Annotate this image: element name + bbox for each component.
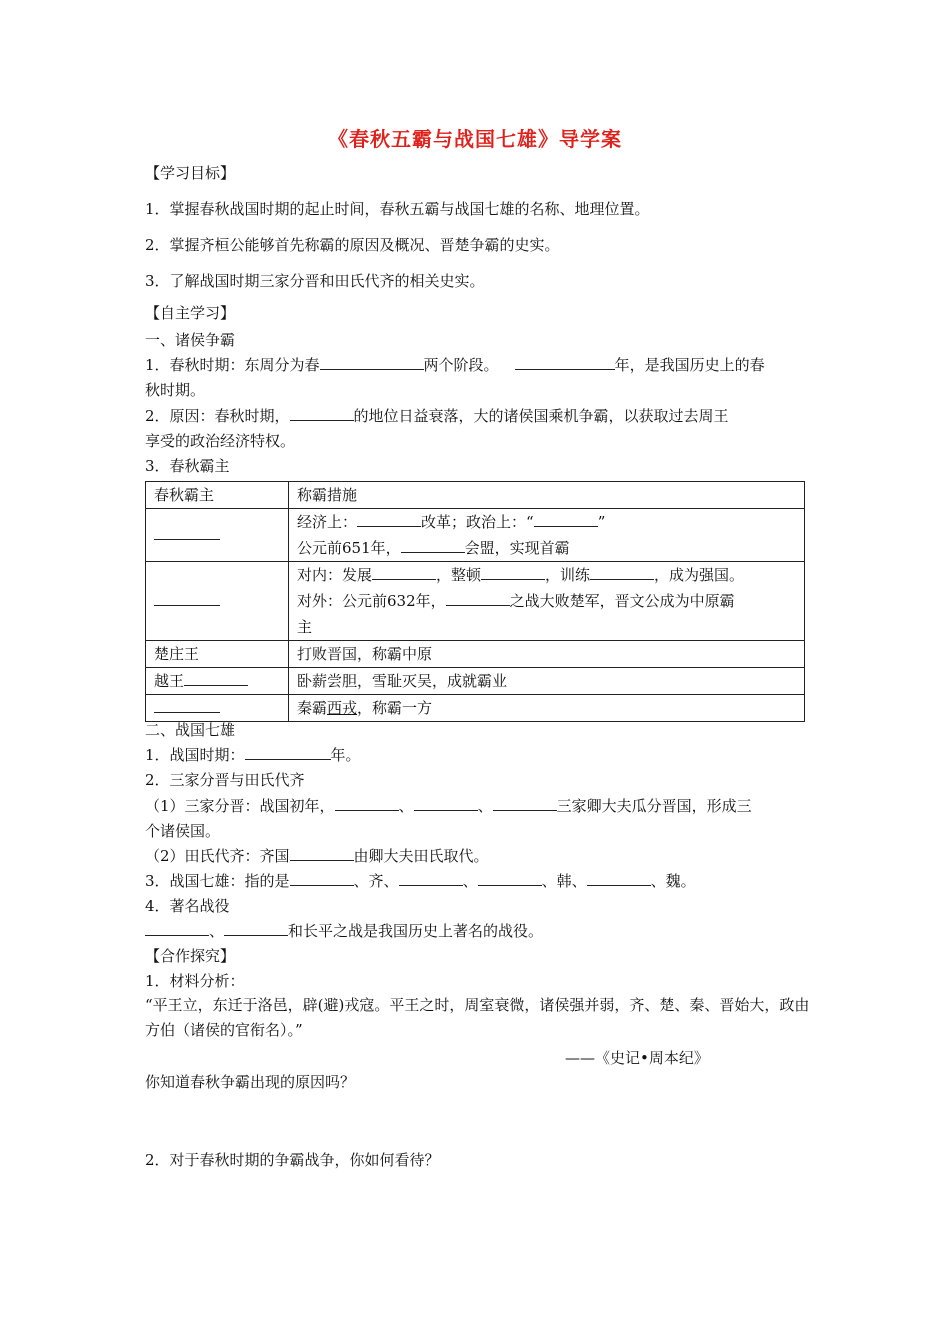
blank[interactable] — [245, 745, 331, 760]
s2-question-4-line: 、 和长平之战是我国历史上著名的战役。 — [145, 921, 543, 941]
s1-question-2-cont: 享受的政治经济特权。 — [145, 432, 296, 450]
s1-question-1-cont: 秋时期。 — [145, 381, 206, 399]
goal-item-3: 3．了解战国时期三家分晋和田氏代齐的相关史实。 — [145, 272, 485, 290]
blank[interactable] — [534, 512, 598, 527]
measure-cell: 经济上： 改革；政治上：“ ” 公元前651年， 会盟，实现首霸 — [289, 509, 805, 562]
king-cell — [146, 695, 289, 722]
blank[interactable] — [184, 671, 248, 686]
goal-item-1: 1．掌握春秋战国时期的起止时间，春秋五霸与战国七雄的名称、地理位置。 — [145, 200, 650, 218]
inquiry-question-1-ask: 你知道春秋争霸出现的原因吗？ — [145, 1073, 356, 1091]
king-cell — [146, 509, 289, 562]
table-row — [146, 641, 805, 668]
blank[interactable] — [357, 512, 421, 527]
blank[interactable] — [290, 846, 354, 861]
s2-question-2-2: （2）田氏代齐：齐国 由卿大夫田氏取代。 — [145, 847, 489, 865]
hegemon-table — [145, 481, 805, 722]
blank[interactable] — [493, 796, 557, 811]
blank[interactable] — [154, 591, 220, 606]
s2-question-3: 3．战国七雄：指的是 、齐、 、 、韩、 、魏。 — [145, 872, 696, 890]
s2-question-2-1: （1）三家分晋：战国初年， 、 、 三家卿大夫瓜分晋国，形成三 — [145, 797, 752, 815]
blank[interactable] — [290, 871, 354, 886]
goals-heading: 【学习目标】 — [145, 164, 236, 182]
s2-question-4: 4．著名战役 — [145, 897, 230, 915]
quote-source: ——《史记•周本纪》 — [565, 1049, 709, 1067]
measure-cell: 秦霸西戎，称霸一方 — [289, 695, 805, 722]
quote-text: “平王立，东迁于洛邑，辟(避)戎寇。平王之时，周室衰微，诸侯强并弱，齐、楚、秦、晋始大，政由方伯（诸侯的官衔名）。” — [145, 996, 810, 1039]
blank[interactable] — [478, 871, 542, 886]
blank[interactable] — [401, 538, 465, 553]
inquiry-question-2: 2．对于春秋时期的争霸战争，你如何看待？ — [145, 1151, 440, 1169]
s2-question-2-1-cont: 个诸侯国。 — [145, 822, 221, 840]
section2-heading: 二、战国七雄 — [145, 721, 236, 739]
inquiry-heading: 【合作探究】 — [145, 947, 236, 965]
table-row — [146, 668, 805, 695]
blank[interactable] — [590, 565, 654, 580]
blank[interactable] — [414, 796, 478, 811]
blank[interactable] — [587, 871, 651, 886]
section1-heading: 一、诸侯争霸 — [145, 331, 236, 349]
page-title: 《春秋五霸与战国七雄》导学案 — [328, 127, 622, 151]
blank[interactable] — [372, 565, 436, 580]
blank[interactable] — [224, 921, 288, 936]
blank[interactable] — [481, 565, 545, 580]
blank[interactable] — [145, 921, 209, 936]
s2-question-1: 1．战国时期： 年。 — [145, 746, 361, 764]
blank[interactable] — [290, 406, 354, 421]
self-study-heading: 【自主学习】 — [145, 304, 236, 322]
blank[interactable] — [154, 698, 220, 713]
goal-item-2: 2．掌握齐桓公能够首先称霸的原因及概况、晋楚争霸的史实。 — [145, 236, 560, 254]
blank[interactable] — [335, 796, 399, 811]
s1-question-1: 1．春秋时期：东周分为春 两个阶段。 年，是我国历史上的春 — [145, 356, 765, 374]
s1-question-2: 2．原因：春秋时期， 的地位日益衰落，大的诸侯国乘机争霸，以获取过去周王 — [145, 407, 729, 425]
blank[interactable] — [515, 355, 615, 370]
inquiry-question-1: 1．材料分析： — [145, 972, 245, 990]
table-row — [146, 509, 805, 562]
blank[interactable] — [399, 871, 463, 886]
s1-question-3: 3．春秋霸主 — [145, 457, 230, 475]
s2-question-2: 2．三家分晋与田氏代齐 — [145, 771, 305, 789]
blank[interactable] — [446, 591, 510, 606]
king-cell — [146, 562, 289, 641]
blank[interactable] — [320, 355, 424, 370]
table-header-cell: 春秋霸主 — [146, 482, 289, 509]
measure-cell: 打败晋国，称霸中原 — [289, 641, 805, 668]
measure-cell: 卧薪尝胆，雪耻灭吴，成就霸业 — [289, 668, 805, 695]
measure-cell: 对内：发展 ，整顿 ，训练 ，成为强国。 对外：公元前632年， 之战大败楚军，晋文公成为中原霸 主 — [289, 562, 805, 641]
king-cell: 越王 — [146, 668, 289, 695]
table-row — [146, 562, 805, 641]
table-header-row — [146, 482, 805, 509]
blank[interactable] — [154, 525, 220, 540]
table-header-cell: 称霸措施 — [289, 482, 805, 509]
table-row — [146, 695, 805, 722]
king-cell: 楚庄王 — [146, 641, 289, 668]
